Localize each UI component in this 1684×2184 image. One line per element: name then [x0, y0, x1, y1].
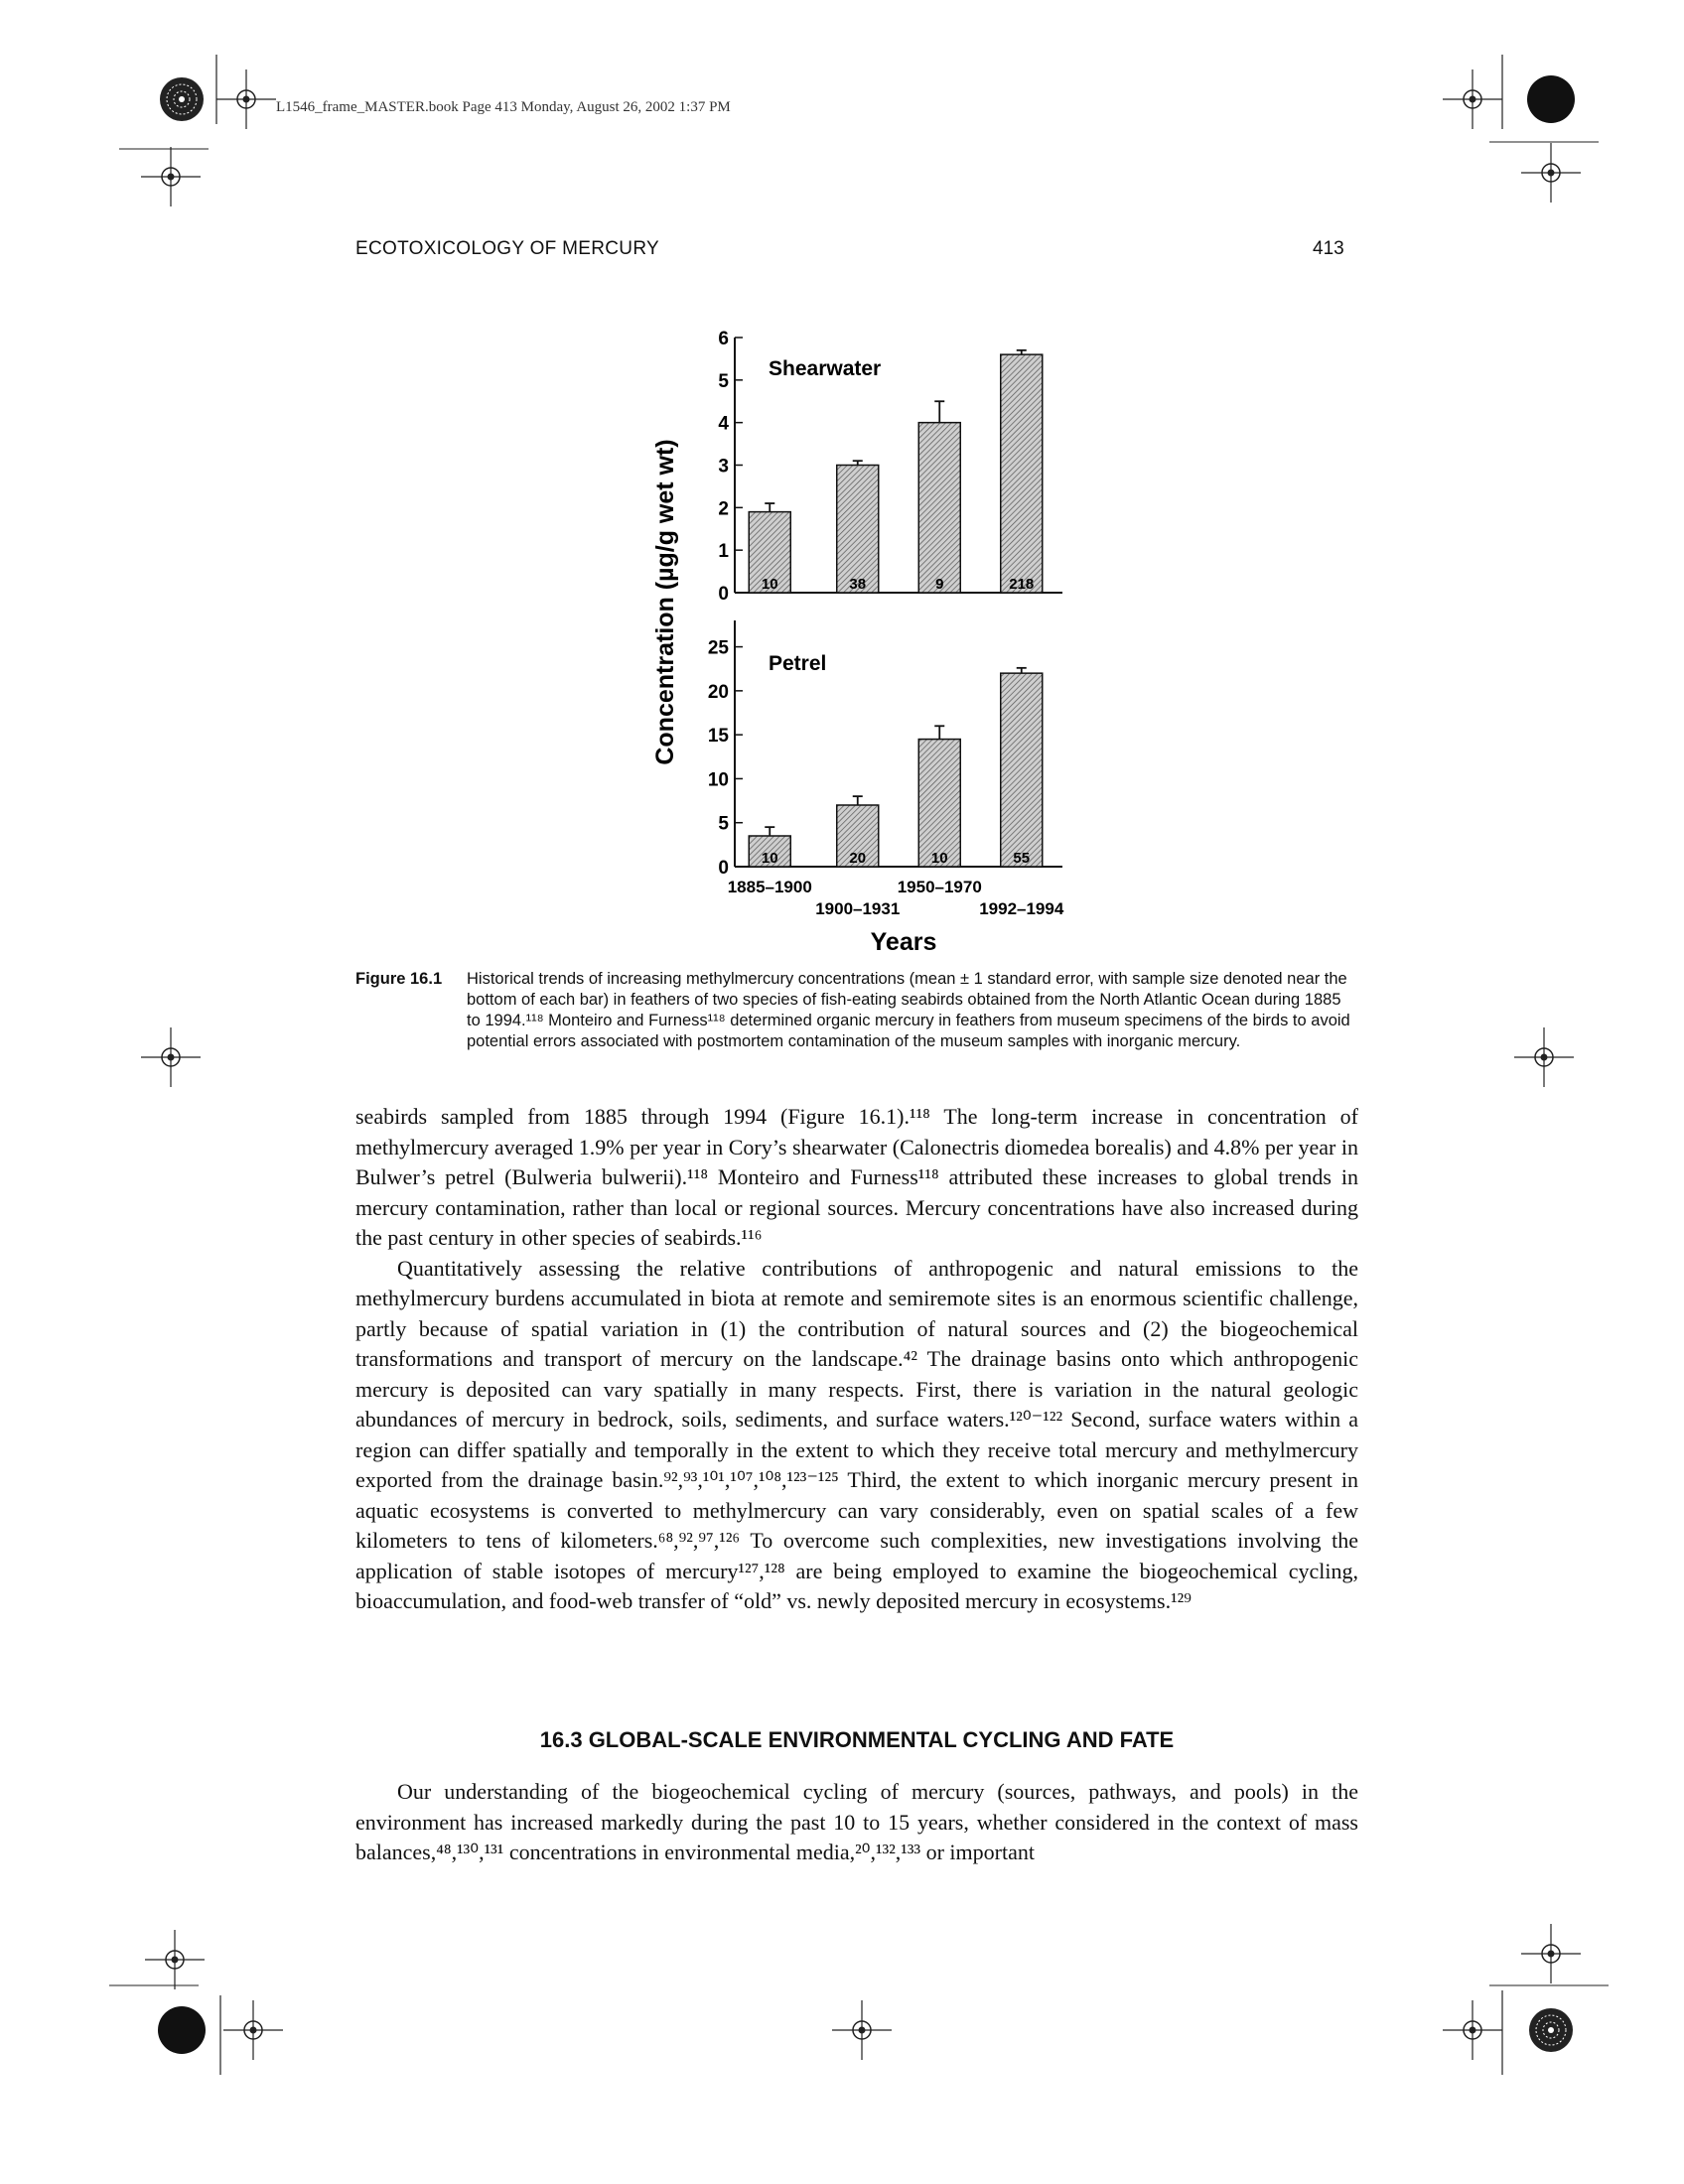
sample-size-label: 10	[930, 850, 948, 867]
sample-size-label: 20	[849, 850, 867, 867]
solid-dot-mark-icon	[1527, 75, 1575, 123]
x-axis-label: Years	[870, 928, 937, 956]
crosshair-mark-icon	[1514, 1027, 1574, 1087]
sample-size-label: 55	[1013, 850, 1031, 867]
sample-size-label: 10	[761, 850, 778, 867]
crosshair-mark-icon	[141, 1027, 201, 1087]
y-tick-label: 15	[707, 726, 729, 748]
crosshair-mark-icon	[216, 69, 276, 129]
sample-size-label: 218	[1009, 576, 1035, 593]
panel-title: Shearwater	[769, 357, 882, 380]
body-column-bottom	[355, 1777, 1358, 1868]
y-axis-label: Concentration (µg/g wet wt)	[651, 439, 679, 765]
crosshair-mark-icon	[1521, 1924, 1581, 1983]
sample-size-label: 10	[761, 576, 778, 593]
y-tick-label: 1	[718, 541, 729, 563]
y-tick-label: 20	[707, 681, 729, 703]
bar	[918, 423, 960, 593]
crosshair-mark-icon	[141, 147, 201, 206]
bar	[1001, 673, 1043, 867]
y-tick-label: 0	[718, 584, 729, 605]
bar	[918, 740, 960, 867]
y-tick-label: 25	[707, 637, 729, 659]
sunburst-mark-icon	[1529, 2008, 1573, 2052]
crosshair-mark-icon	[1443, 2000, 1502, 2060]
print-slug-line: L1546_frame_MASTER.book Page 413 Monday, August 26, 2002 1:37 PM	[276, 99, 731, 115]
y-tick-label: 5	[718, 370, 729, 392]
y-tick-label: 3	[718, 456, 729, 478]
crosshair-mark-icon	[223, 2000, 283, 2060]
y-tick-label: 6	[718, 329, 729, 349]
sample-size-label: 38	[849, 576, 867, 593]
bar	[837, 466, 879, 594]
figure-label: Figure 16.1	[355, 970, 443, 988]
body-paragraph: Quantitatively assessing the relative contributions of anthropogenic and natural emissions to the methylmercury burdens accumulated in biota at remote and semiremote sites is an enormous scientific challenge, partly because of spatial variation in (1) the contribution of natural sources and (2) the biogeochemical transformations and transport of mercury on the landscape.⁴² The drainage basins onto which anthropogenic mercury is deposited can vary spatially in many respects. First, there is variation in the natural geologic abundances of mercury in bedrock, soils, sediments, and surface waters.¹²⁰⁻¹²² Second, surface waters within a region can differ spatially and temporally in the extent to which they receive total mercury and methylmercury exported from the drainage basin.⁹²,⁹³,¹⁰¹,¹⁰⁷,¹⁰⁸,¹²³⁻¹²⁵ Third, the extent to which inorganic mercury present in aquatic ecosystems is converted to methylmercury can vary considerably, even on spatial scales of a few kilometers to tens of kilometers.⁶⁸,⁹²,⁹⁷,¹²⁶ To overcome such complexities, new investigations involving the application of stable isotopes of mercury¹²⁷,¹²⁸ are being employed to examine the biogeochemical cycling, bioaccumulation, and food-web transfer of “old” vs. newly deposited mercury in ecosystems.¹²⁹	[355, 1255, 1358, 1613]
y-tick-label: 5	[718, 813, 729, 835]
bar	[1001, 354, 1043, 593]
solid-dot-mark-icon	[158, 2006, 206, 2054]
x-tick-label: 1992–1994	[979, 899, 1064, 918]
body-column-top	[355, 1102, 1358, 1617]
figure-chart	[635, 323, 1102, 958]
y-tick-label: 2	[718, 498, 729, 520]
y-tick-label: 4	[718, 413, 729, 435]
y-tick-label: 0	[718, 858, 729, 879]
running-title: ECOTOXICOLOGY OF MERCURY	[355, 238, 659, 259]
body-paragraph: Our understanding of the biogeochemical cycling of mercury (sources, pathways, and pools) in the environment has increased markedly during the past 10 to 15 years, whether considered in the context of mass balances,⁴⁸,¹³⁰,¹³¹ concentrations in environmental media,²⁰,¹³²,¹³³ or important	[355, 1779, 1358, 1864]
crosshair-mark-icon	[1521, 143, 1581, 203]
page-number: 413	[1313, 238, 1344, 259]
panel-title: Petrel	[769, 652, 827, 675]
x-tick-label: 1900–1931	[815, 899, 901, 918]
body-paragraph: seabirds sampled from 1885 through 1994 (Figure 16.1).¹¹⁸ The long-term increase in concentration of methylmercury averaged 1.9% per year in Cory’s shearwater (Calonectris diomedea borealis) and 4.8% per year in Bulwer’s petrel (Bulweria bulwerii).¹¹⁸ Monteiro and Furness¹¹⁸ attributed these increases to global trends in mercury contamination, rather than local or regional sources. Mercury concentrations have also increased during the past century in other species of seabirds.¹¹⁶	[355, 1104, 1358, 1250]
sample-size-label: 9	[935, 576, 944, 593]
sunburst-mark-icon	[160, 77, 204, 121]
x-tick-label: 1950–1970	[897, 878, 982, 896]
section-heading: 16.3 GLOBAL-SCALE ENVIRONMENTAL CYCLING AND FATE	[539, 1727, 1175, 1752]
crosshair-mark-icon	[145, 1930, 205, 1989]
figure-caption	[355, 969, 1358, 1052]
crosshair-mark-icon	[1443, 69, 1502, 129]
y-tick-label: 10	[707, 769, 729, 791]
crosshair-mark-icon	[832, 2000, 892, 2060]
x-tick-label: 1885–1900	[727, 878, 812, 896]
figure-caption-text: Historical trends of increasing methylmercury concentrations (mean ± 1 standard error, with sample size denoted near the bottom of each bar) in feathers of two species of fish-eating seabirds obtained from the North Atlantic Ocean during 1885 to 1994.¹¹⁸ Monteiro and Furness¹¹⁸ determined organic mercury in feathers from museum specimens of the birds to avoid potential errors associated with postmortem contamination of the museum samples with inorganic mercury.	[467, 970, 1350, 1050]
